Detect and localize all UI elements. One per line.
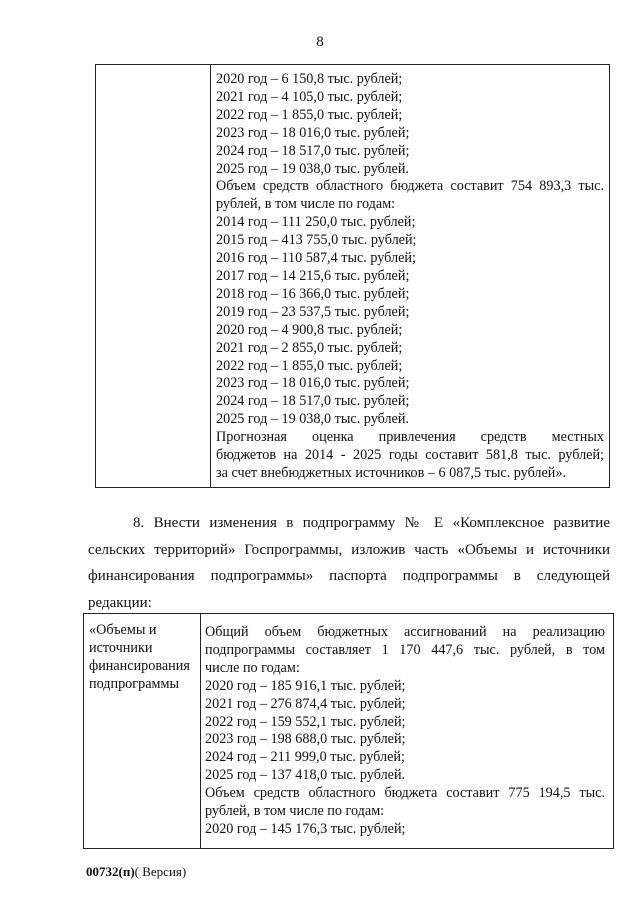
cell-line: 2022 год – 1 855,0 тыс. рублей; [216, 106, 403, 123]
cell-line: бюджетов на 2014 - 2025 годы составит 581,8 тыс. рублей; [216, 447, 604, 464]
label-line: подпрограммы [89, 675, 179, 692]
cell-line: 2022 год – 159 552,1 тыс. рублей; [205, 713, 406, 730]
row-label [89, 622, 197, 694]
cell-line: Прогнозная оценка привлечения средств местных [216, 429, 604, 446]
document-footer [86, 864, 186, 880]
funding-table-continuation [95, 64, 610, 488]
cell-line: 2015 год – 413 755,0 тыс. рублей; [216, 232, 417, 249]
cell-line: за счет внебюджетных источников – 6 087,5 тыс. рублей». [216, 464, 567, 481]
cell-line: 2019 год – 23 537,5 тыс. рублей; [216, 303, 410, 320]
cell-line: 2021 год – 2 855,0 тыс. рублей; [216, 339, 403, 356]
funding-cell [205, 624, 605, 839]
cell-line: 2020 год – 185 916,1 тыс. рублей; [205, 677, 406, 694]
cell-line: 2017 год – 14 215,6 тыс. рублей; [216, 267, 410, 284]
cell-line: рублей, в том числе по годам: [216, 196, 396, 213]
column-divider [210, 65, 211, 487]
cell-line: 2024 год – 18 517,0 тыс. рублей; [216, 393, 410, 410]
cell-line: Общий объем бюджетных ассигнований на реализацию [205, 624, 605, 640]
cell-line: 2021 год – 276 874,4 тыс. рублей; [205, 695, 406, 712]
cell-line: 2025 год – 19 038,0 тыс. рублей. [216, 411, 409, 428]
cell-line: 2020 год – 145 176,3 тыс. рублей; [205, 820, 406, 837]
cell-line: Объем средств областного бюджета составит 775 194,5 тыс. [205, 785, 605, 802]
column-divider [200, 614, 201, 848]
cell-line: 2023 год – 18 016,0 тыс. рублей; [216, 375, 410, 392]
document-version: ( Версия) [134, 864, 187, 879]
amendment-paragraph [88, 510, 610, 616]
label-line: финансирования [89, 657, 190, 674]
label-line: «Объемы и [89, 622, 157, 638]
cell-line: 2025 год – 19 038,0 тыс. рублей. [216, 160, 409, 177]
cell-line: 2024 год – 211 999,0 тыс. рублей; [205, 749, 405, 766]
cell-line: подпрограммы составляет 1 170 447,6 тыс. рублей, в том [205, 641, 605, 658]
cell-line: 2021 год – 4 105,0 тыс. рублей; [216, 88, 403, 105]
cell-line: 2023 год – 198 688,0 тыс. рублей; [205, 731, 406, 748]
cell-line: 2016 год – 110 587,4 тыс. рублей; [216, 250, 416, 267]
paragraph-line: финансирования подпрограммы» паспорта подпрограммы в следующей [88, 568, 610, 584]
page-number: 8 [316, 34, 324, 50]
cell-line: рублей, в том числе по годам: [205, 803, 385, 820]
cell-line: 2014 год – 111 250,0 тыс. рублей; [216, 214, 416, 231]
paragraph-line: 8. Внести изменения в подпрограмму № Е «Комплексное развитие [133, 515, 610, 531]
cell-line: числе по годам: [205, 659, 300, 676]
cell-line: 2018 год – 16 366,0 тыс. рублей; [216, 285, 410, 302]
cell-line: Объем средств областного бюджета составит 754 893,3 тыс. [216, 178, 604, 195]
cell-line: 2023 год – 18 016,0 тыс. рублей; [216, 124, 410, 141]
cell-line: 2024 год – 18 517,0 тыс. рублей; [216, 142, 410, 159]
paragraph-line: редакции: [88, 594, 152, 611]
funding-table-new [83, 613, 614, 849]
cell-line: 2020 год – 6 150,8 тыс. рублей; [216, 71, 403, 87]
cell-line: 2025 год – 137 418,0 тыс. рублей. [205, 767, 406, 784]
paragraph-line: сельских территорий» Госпрограммы, изложив часть «Объемы и источники [88, 541, 610, 558]
label-line: источники [89, 639, 153, 656]
cell-line: 2020 год – 4 900,8 тыс. рублей; [216, 321, 403, 338]
document-code: 00732(п) [86, 864, 135, 879]
cell-line: 2022 год – 1 855,0 тыс. рублей; [216, 357, 403, 374]
funding-cell [216, 71, 604, 483]
